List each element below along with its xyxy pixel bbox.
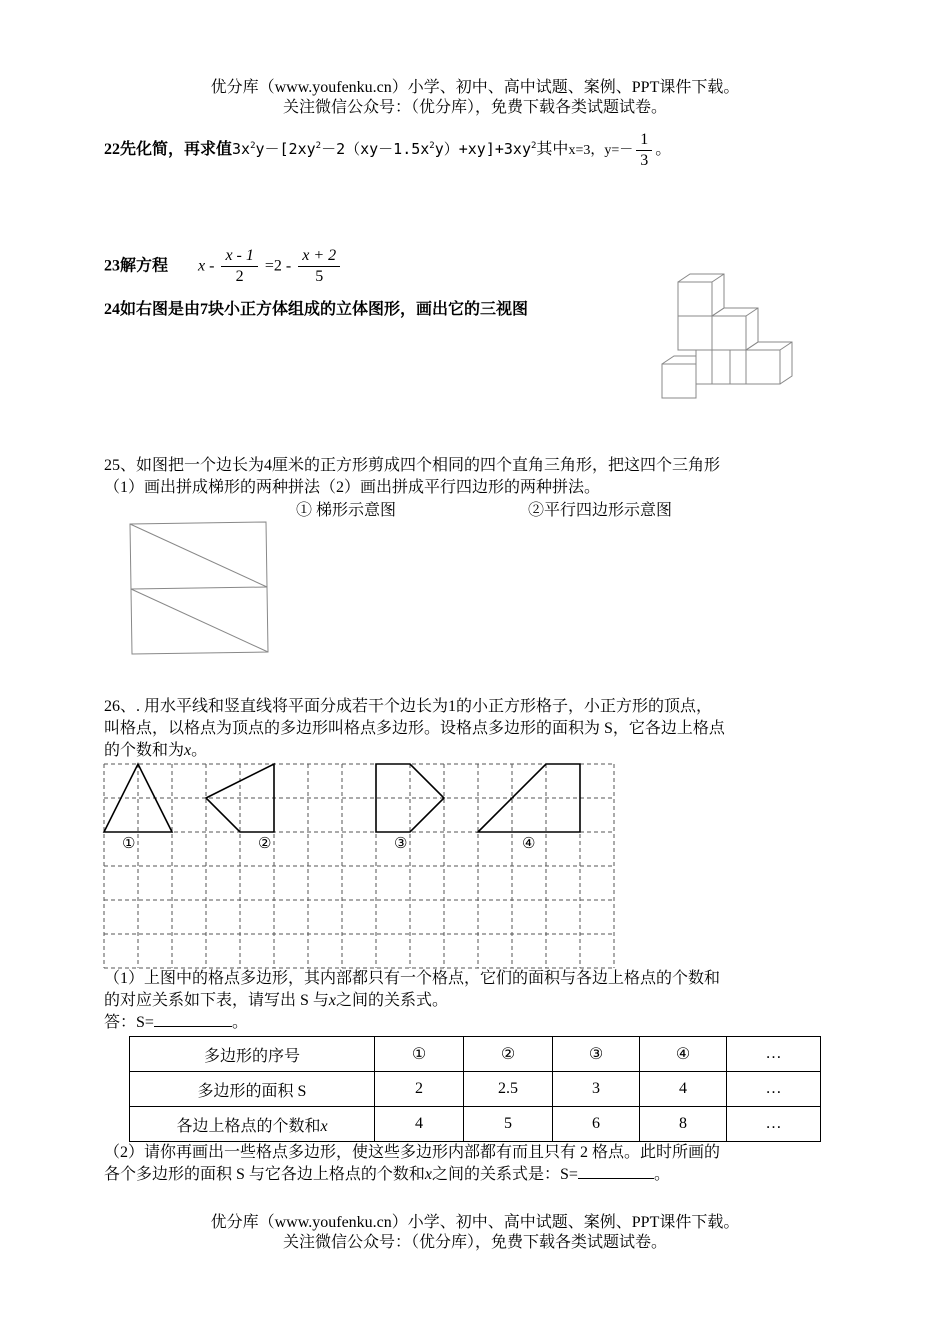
grid-label-4: ④: [522, 836, 536, 852]
q23-fraction-2: $\frac{x + 2}{5}$: [298, 246, 340, 287]
question-22: 22先化简，再求值$3x^2y-[2xy^2-2(xy-1.5x^2y)+xy]+3xy^2$其中x=3，y=－ $\frac{1}{3}$ 。: [104, 131, 672, 169]
square-cut-figure: [126, 520, 270, 656]
answer-blank-2[interactable]: [578, 1164, 654, 1179]
cube-stack-figure: [660, 272, 794, 400]
table-row: 各边上格点的个数和x 4 5 6 8 …: [130, 1107, 821, 1142]
page-footer-line1: 优分库（www.youfenku.cn）小学、初中、高中试题、案例、PPT课件下载。: [210, 1214, 740, 1231]
trapezoid-caption: ① 梯形示意图: [296, 502, 397, 519]
page-header-line2: 关注微信公众号：（优分库），免费下载各类试题试卷。: [282, 99, 667, 116]
grid-label-1: ①: [122, 836, 136, 852]
table-row: 多边形的面积 S 2 2.5 3 4 …: [130, 1072, 821, 1107]
q23-fraction-1: $\frac{x - 1}{2}$: [221, 246, 257, 287]
question-25-line1: 25、如图把一个边长为4厘米的正方形剪成四个相同的四个直角三角形，把这四个三角形: [104, 457, 721, 474]
parallelogram-caption: ②平行四边形示意图: [528, 502, 673, 519]
polygon-data-table: [129, 1036, 821, 1142]
q26-part1-line1: （1）上图中的格点多边形，其内部都只有一个格点，它们的面积与各边上格点的个数和: [104, 970, 721, 987]
q22-label: 22先化简，再求值: [104, 141, 233, 159]
q22-fraction: $\frac{1}{3}$: [636, 130, 652, 171]
page-header-line1: 优分库（www.youfenku.cn）小学、初中、高中试题、案例、PPT课件下载。: [210, 79, 740, 96]
question-24: 24如右图是由7块小正方体组成的立体图形，画出它的三视图: [104, 301, 529, 318]
question-25-line2: （1）画出拼成梯形的两种拼法（2）画出拼成平行四边形的两种拼法。: [104, 479, 601, 496]
page-footer-line2: 关注微信公众号：（优分库），免费下载各类试题试卷。: [282, 1234, 667, 1251]
question-26-line1: 26、. 用水平线和竖直线将平面分成若干个边长为1的小正方形格子，小正方形的顶点，: [104, 698, 713, 715]
answer-blank-1[interactable]: [154, 1012, 232, 1027]
polygon-4: [478, 764, 580, 832]
lattice-grid-figure: [102, 762, 622, 970]
grid-label-2: ②: [258, 836, 272, 852]
table-row: 多边形的序号 ① ② ③ ④ …: [130, 1037, 821, 1072]
q26-answer: 答：S= 。: [104, 1014, 248, 1031]
q22-expression: $3x^2y-[2xy^2-2(xy-1.5x^2y)+xy]+3xy^2$: [232, 140, 537, 159]
question-23: 23解方程 x - $\frac{x - 1}{2}$ =2 - $\frac{x + 2}{5}$: [104, 246, 343, 287]
question-26-line3: 的个数和为x。: [104, 742, 208, 759]
question-26-line2: 叫格点，以格点为顶点的多边形叫格点多边形。设格点多边形的面积为 S，它各边上格点: [104, 720, 725, 737]
q23-label: 23解方程: [104, 257, 169, 275]
q26-part2-line2: 各个多边形的面积 S 与它各边上格点的个数和x之间的关系式是：S= 。: [104, 1166, 670, 1183]
q26-part1-line2: 的对应关系如下表，请写出 S 与x之间的关系式。: [104, 992, 449, 1009]
grid-label-3: ③: [394, 836, 408, 852]
q26-part2-line1: （2）请你再画出一些格点多边形，使这些多边形内部都有而且只有 2 格点。此时所画的: [104, 1144, 721, 1161]
